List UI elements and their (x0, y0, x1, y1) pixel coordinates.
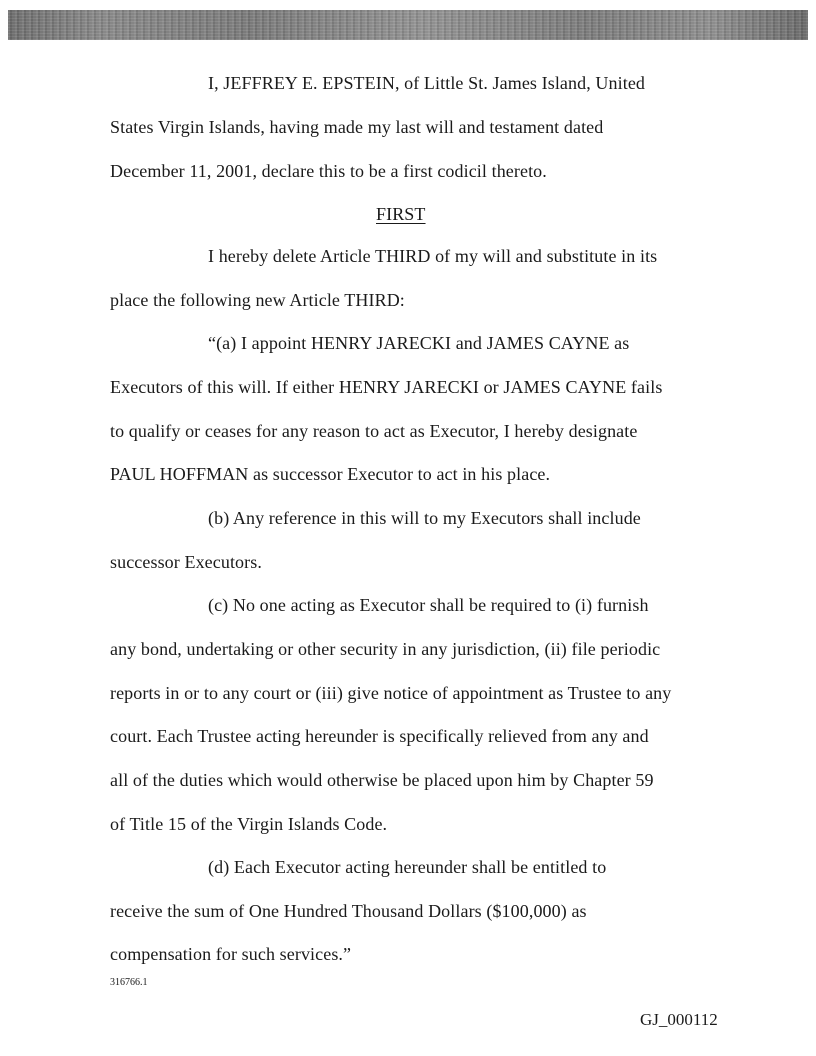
opening-line-3: December 11, 2001, declare this to be a first codicil thereto. (110, 161, 547, 181)
clause-a-line-1: “(a) I appoint HENRY JARECKI and JAMES CAYNE as (208, 333, 630, 353)
document-number: 316766.1 (110, 977, 148, 988)
clause-c-line-2: any bond, undertaking or other security in any jurisdiction, (ii) file periodic (110, 639, 661, 659)
clause-a-line-3: to qualify or ceases for any reason to act as Executor, I hereby designate (110, 421, 638, 441)
clause-c-line-6: of Title 15 of the Virgin Islands Code. (110, 814, 388, 834)
clause-d-line-2: receive the sum of One Hundred Thousand Dollars ($100,000) as (110, 901, 587, 921)
scan-header-bar (8, 10, 808, 40)
bates-number: GJ_000112 (640, 1010, 718, 1029)
opening-line-1: I, JEFFREY E. EPSTEIN, of Little St. James Island, United (208, 73, 646, 93)
opening-line-2: States Virgin Islands, having made my last will and testament dated (110, 117, 604, 137)
clause-a-line-2: Executors of this will. If either HENRY JARECKI or JAMES CAYNE fails (110, 377, 663, 397)
clause-d-line-3: compensation for such services.” (110, 944, 352, 964)
clause-c-line-5: all of the duties which would otherwise be placed upon him by Chapter 59 (110, 770, 654, 790)
clause-c-line-1: (c) No one acting as Executor shall be required to (i) furnish (208, 595, 649, 615)
section-heading-first: FIRST (376, 204, 426, 224)
clause-b-line-2: successor Executors. (110, 552, 262, 572)
clause-d-line-1: (d) Each Executor acting hereunder shall be entitled to (208, 857, 607, 877)
first-paragraph-line-2: place the following new Article THIRD: (110, 290, 405, 310)
clause-c-line-4: court. Each Trustee acting hereunder is specifically relieved from any and (110, 726, 649, 746)
clause-c-line-3: reports in or to any court or (iii) give notice of appointment as Trustee to any (110, 683, 672, 703)
first-paragraph-line-1: I hereby delete Article THIRD of my will and substitute in its (208, 246, 658, 266)
clause-b-line-1: (b) Any reference in this will to my Executors shall include (208, 508, 641, 528)
clause-a-line-4: PAUL HOFFMAN as successor Executor to act in his place. (110, 464, 551, 484)
